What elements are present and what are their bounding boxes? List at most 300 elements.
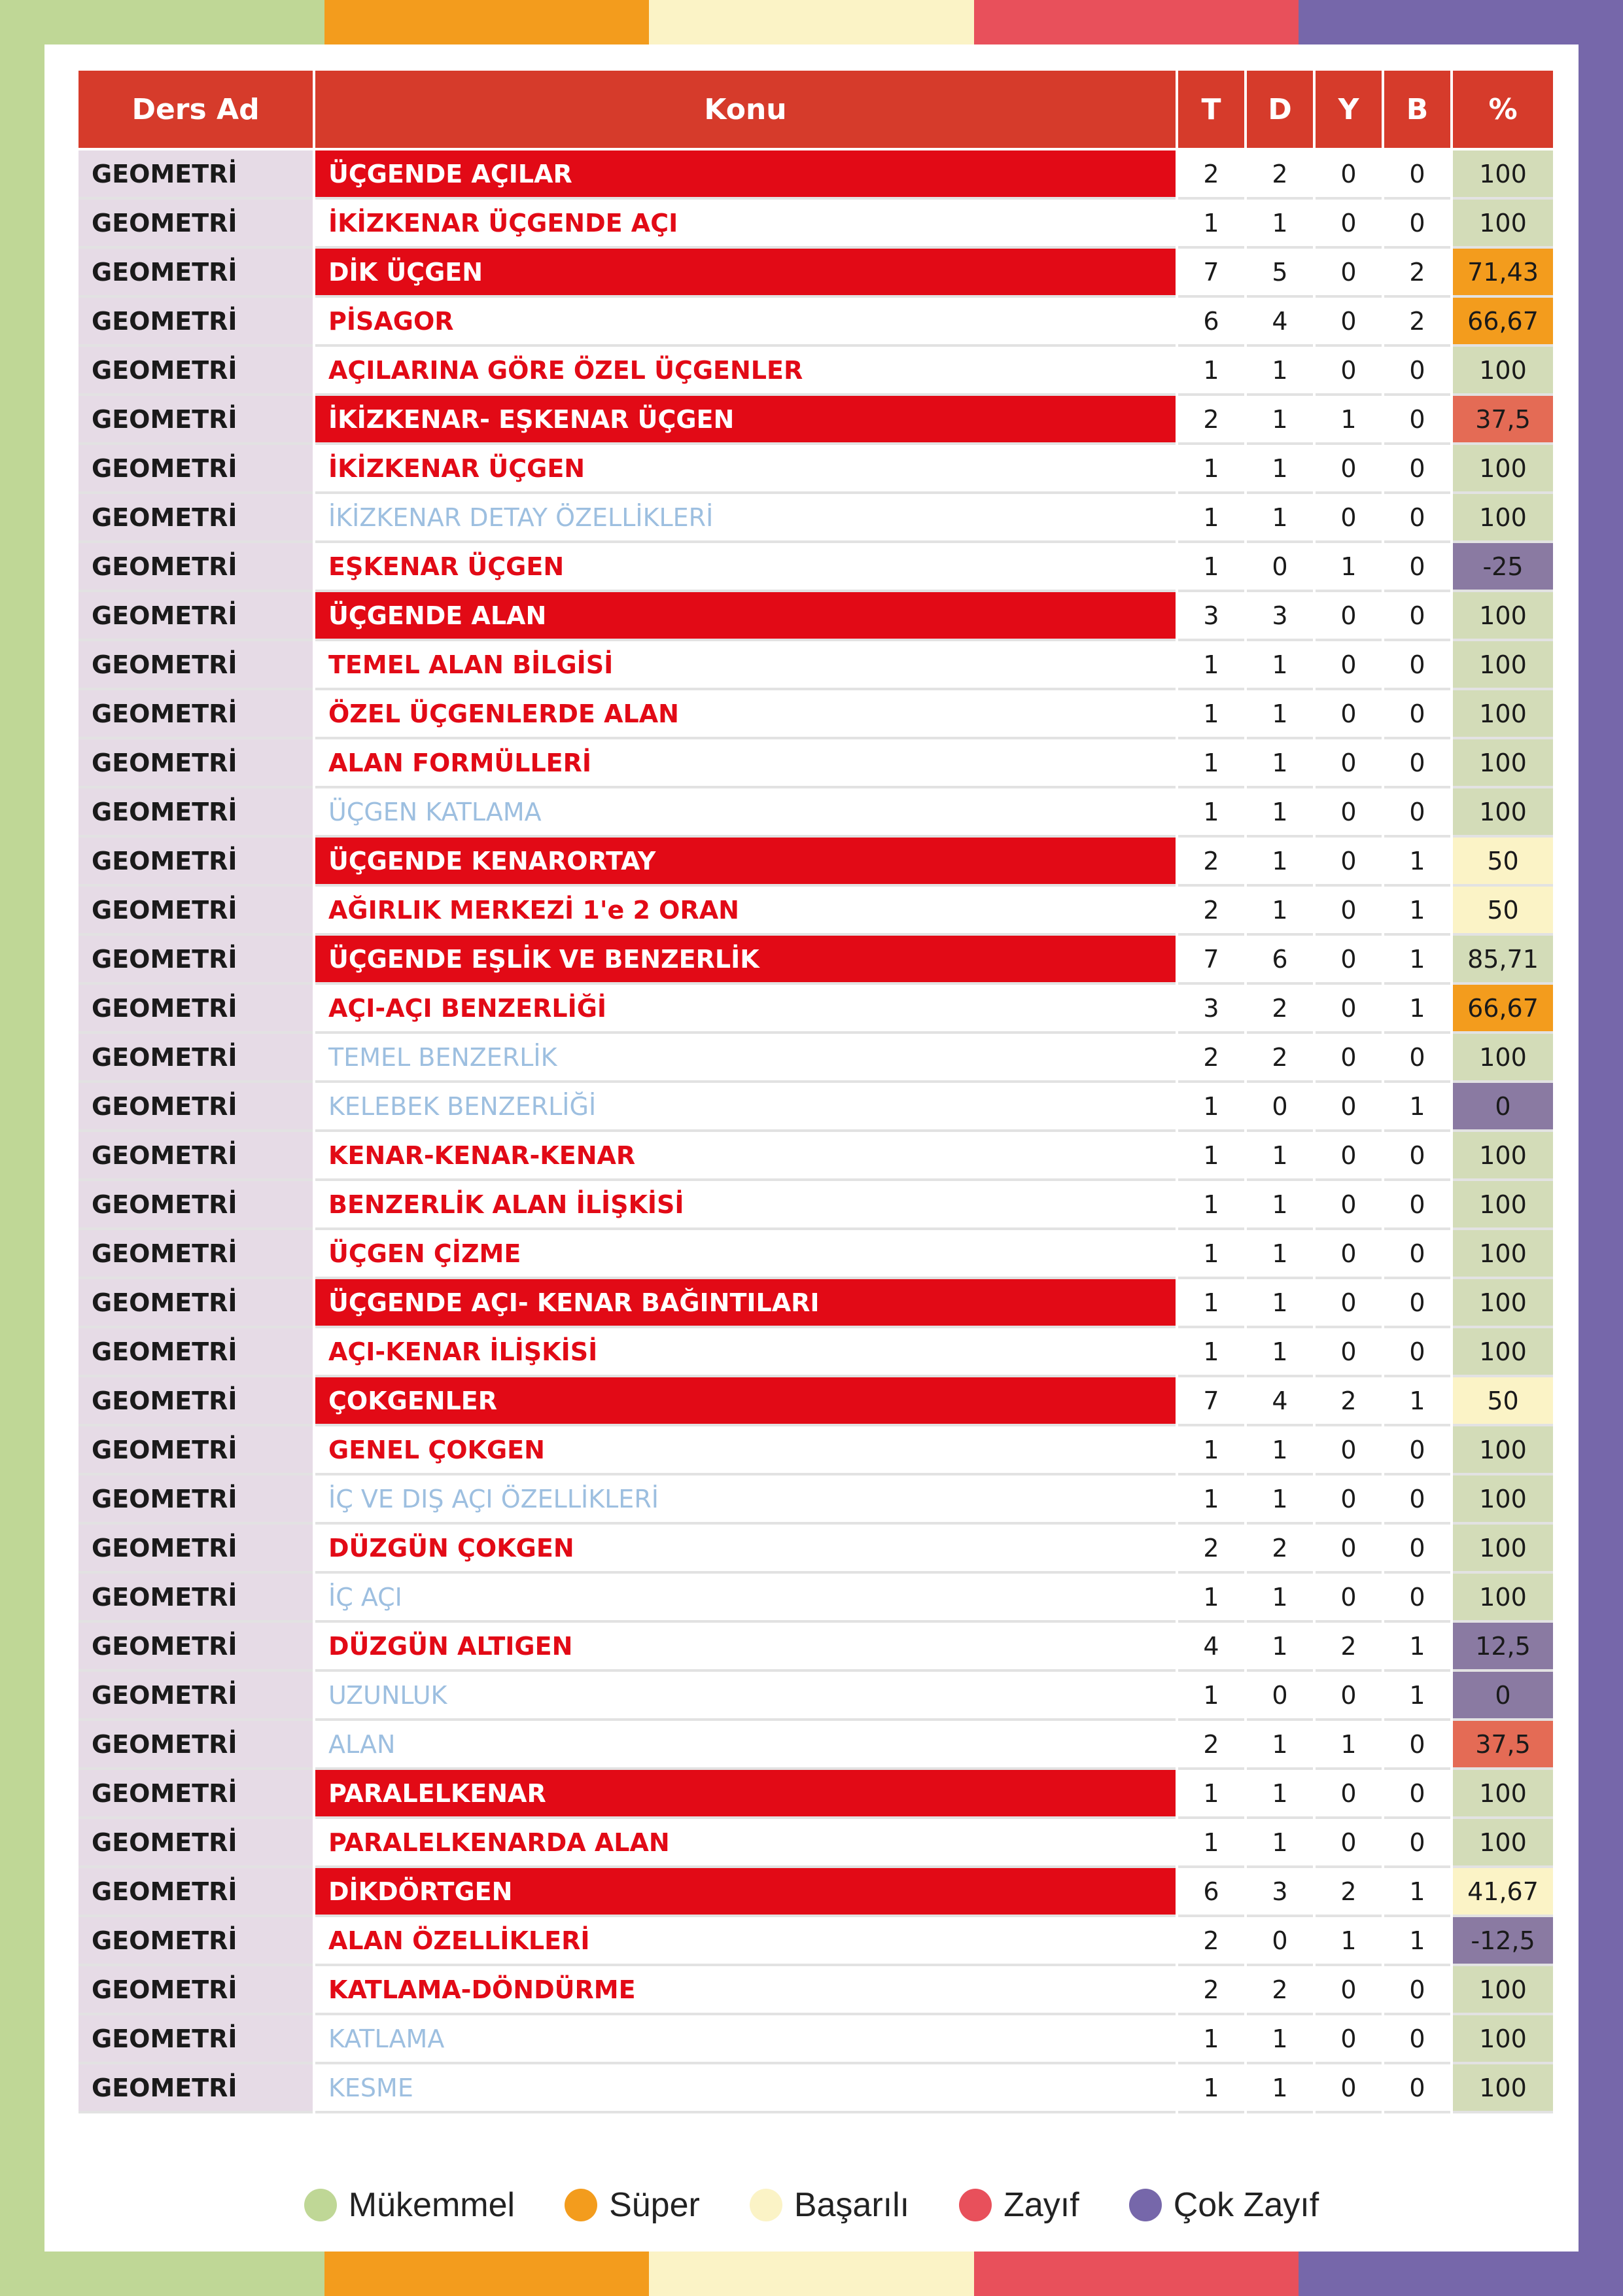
- cell-ders-ad: GEOMETRİ: [79, 347, 313, 396]
- table-row: [79, 249, 1553, 298]
- cell-percent: 100: [1453, 2015, 1553, 2064]
- cell-t: 2: [1178, 1966, 1244, 2015]
- cell-b: 1: [1384, 1917, 1450, 1966]
- cell-b: 1: [1384, 1377, 1450, 1426]
- cell-b: 1: [1384, 887, 1450, 936]
- legend-item: [959, 2185, 1079, 2225]
- cell-konu: KENAR-KENAR-KENAR: [315, 1132, 1176, 1181]
- cell-y: 0: [1316, 1181, 1382, 1230]
- cell-d: 1: [1247, 1623, 1313, 1672]
- cell-konu: AÇILARINA GÖRE ÖZEL ÜÇGENLER: [315, 347, 1176, 396]
- cell-ders-ad: GEOMETRİ: [79, 1377, 313, 1426]
- cell-y: 0: [1316, 298, 1382, 347]
- cell-b: 0: [1384, 1770, 1450, 1819]
- cell-ders-ad: GEOMETRİ: [79, 1917, 313, 1966]
- cell-t: 7: [1178, 1377, 1244, 1426]
- cell-d: 2: [1247, 150, 1313, 200]
- cell-y: 2: [1316, 1623, 1382, 1672]
- cell-d: 1: [1247, 396, 1313, 445]
- cell-ders-ad: GEOMETRİ: [79, 690, 313, 739]
- cell-ders-ad: GEOMETRİ: [79, 1475, 313, 1525]
- cell-ders-ad: GEOMETRİ: [79, 1132, 313, 1181]
- results-table: [76, 71, 1556, 2113]
- cell-konu: İKİZKENAR ÜÇGENDE AÇI: [315, 200, 1176, 249]
- cell-y: 0: [1316, 1230, 1382, 1279]
- cell-percent: -25: [1453, 543, 1553, 592]
- header-percent: %: [1453, 71, 1553, 150]
- cell-ders-ad: GEOMETRİ: [79, 396, 313, 445]
- cell-d: 2: [1247, 985, 1313, 1034]
- cell-d: 1: [1247, 641, 1313, 690]
- cell-konu: AÇI-KENAR İLİŞKİSİ: [315, 1328, 1176, 1377]
- header-konu: Konu: [315, 71, 1176, 150]
- cell-percent: 71,43: [1453, 249, 1553, 298]
- cell-b: 0: [1384, 641, 1450, 690]
- cell-ders-ad: GEOMETRİ: [79, 494, 313, 543]
- cell-b: 0: [1384, 1721, 1450, 1770]
- cell-t: 1: [1178, 1083, 1244, 1132]
- cell-ders-ad: GEOMETRİ: [79, 1181, 313, 1230]
- cell-ders-ad: GEOMETRİ: [79, 1328, 313, 1377]
- table-row: [79, 543, 1553, 592]
- cell-y: 0: [1316, 838, 1382, 887]
- legend-item: [565, 2185, 700, 2225]
- cell-y: 0: [1316, 1083, 1382, 1132]
- cell-t: 3: [1178, 592, 1244, 641]
- cell-percent: 100: [1453, 1475, 1553, 1525]
- cell-ders-ad: GEOMETRİ: [79, 2064, 313, 2113]
- cell-t: 1: [1178, 2015, 1244, 2064]
- legend-dot-icon: [750, 2189, 782, 2221]
- legend-dot-icon: [1129, 2189, 1162, 2221]
- legend-dot-icon: [304, 2189, 337, 2221]
- cell-percent: 100: [1453, 641, 1553, 690]
- cell-b: 0: [1384, 1230, 1450, 1279]
- cell-y: 0: [1316, 1966, 1382, 2015]
- cell-b: 0: [1384, 1328, 1450, 1377]
- cell-b: 1: [1384, 838, 1450, 887]
- cell-y: 0: [1316, 1034, 1382, 1083]
- cell-konu: ÜÇGEN KATLAMA: [315, 788, 1176, 838]
- band-segment-purple: [1299, 0, 1623, 44]
- cell-y: 0: [1316, 936, 1382, 985]
- cell-y: 0: [1316, 1819, 1382, 1868]
- cell-percent: 100: [1453, 1819, 1553, 1868]
- cell-b: 2: [1384, 249, 1450, 298]
- header-ders-ad: Ders Ad: [79, 71, 313, 150]
- cell-y: 2: [1316, 1377, 1382, 1426]
- cell-y: 0: [1316, 1279, 1382, 1328]
- cell-y: 0: [1316, 1426, 1382, 1475]
- cell-konu: İÇ VE DIŞ AÇI ÖZELLİKLERİ: [315, 1475, 1176, 1525]
- cell-percent: 100: [1453, 788, 1553, 838]
- cell-ders-ad: GEOMETRİ: [79, 1525, 313, 1574]
- cell-y: 0: [1316, 494, 1382, 543]
- cell-b: 0: [1384, 1966, 1450, 2015]
- cell-b: 1: [1384, 1672, 1450, 1721]
- cell-t: 4: [1178, 1623, 1244, 1672]
- cell-percent: 100: [1453, 1426, 1553, 1475]
- cell-t: 7: [1178, 936, 1244, 985]
- cell-t: 1: [1178, 1132, 1244, 1181]
- cell-percent: 100: [1453, 1132, 1553, 1181]
- cell-y: 0: [1316, 690, 1382, 739]
- cell-d: 0: [1247, 1083, 1313, 1132]
- legend-label: Başarılı: [794, 2186, 910, 2224]
- cell-percent: 50: [1453, 838, 1553, 887]
- cell-konu: GENEL ÇOKGEN: [315, 1426, 1176, 1475]
- cell-b: 0: [1384, 1525, 1450, 1574]
- table-row: [79, 1132, 1553, 1181]
- band-segment-green: [0, 2252, 324, 2296]
- table-row: [79, 1966, 1553, 2015]
- cell-percent: 100: [1453, 592, 1553, 641]
- cell-y: 0: [1316, 592, 1382, 641]
- cell-y: 0: [1316, 641, 1382, 690]
- cell-d: 1: [1247, 1770, 1313, 1819]
- cell-d: 1: [1247, 1426, 1313, 1475]
- cell-t: 1: [1178, 1426, 1244, 1475]
- table-row: [79, 592, 1553, 641]
- cell-t: 1: [1178, 1819, 1244, 1868]
- cell-t: 7: [1178, 249, 1244, 298]
- cell-konu: AÇI-AÇI BENZERLİĞİ: [315, 985, 1176, 1034]
- cell-ders-ad: GEOMETRİ: [79, 150, 313, 200]
- cell-ders-ad: GEOMETRİ: [79, 985, 313, 1034]
- cell-ders-ad: GEOMETRİ: [79, 641, 313, 690]
- cell-ders-ad: GEOMETRİ: [79, 838, 313, 887]
- header-d: D: [1247, 71, 1313, 150]
- table-row: [79, 739, 1553, 788]
- cell-b: 0: [1384, 445, 1450, 494]
- cell-y: 1: [1316, 396, 1382, 445]
- cell-ders-ad: GEOMETRİ: [79, 1623, 313, 1672]
- cell-konu: ÜÇGENDE KENARORTAY: [315, 838, 1176, 887]
- table-row: [79, 150, 1553, 200]
- cell-konu: ÖZEL ÜÇGENLERDE ALAN: [315, 690, 1176, 739]
- cell-d: 1: [1247, 1574, 1313, 1623]
- cell-ders-ad: GEOMETRİ: [79, 788, 313, 838]
- cell-ders-ad: GEOMETRİ: [79, 592, 313, 641]
- cell-percent: 100: [1453, 1279, 1553, 1328]
- cell-b: 0: [1384, 1426, 1450, 1475]
- cell-b: 0: [1384, 347, 1450, 396]
- cell-b: 1: [1384, 985, 1450, 1034]
- cell-ders-ad: GEOMETRİ: [79, 1034, 313, 1083]
- legend-label: Çok Zayıf: [1173, 2186, 1319, 2224]
- cell-konu: İKİZKENAR- EŞKENAR ÜÇGEN: [315, 396, 1176, 445]
- cell-d: 1: [1247, 1230, 1313, 1279]
- table-row: [79, 1328, 1553, 1377]
- cell-t: 1: [1178, 1475, 1244, 1525]
- cell-konu: TEMEL BENZERLİK: [315, 1034, 1176, 1083]
- cell-ders-ad: GEOMETRİ: [79, 1868, 313, 1917]
- cell-d: 5: [1247, 249, 1313, 298]
- legend-item: [1129, 2185, 1319, 2225]
- top-color-band: [0, 0, 1623, 44]
- cell-t: 1: [1178, 494, 1244, 543]
- legend-item: [304, 2185, 515, 2225]
- cell-konu: ALAN FORMÜLLERİ: [315, 739, 1176, 788]
- cell-d: 1: [1247, 2064, 1313, 2113]
- cell-percent: 100: [1453, 1181, 1553, 1230]
- cell-percent: 100: [1453, 1574, 1553, 1623]
- cell-b: 1: [1384, 1868, 1450, 1917]
- cell-d: 2: [1247, 1966, 1313, 2015]
- cell-percent: 50: [1453, 887, 1553, 936]
- cell-ders-ad: GEOMETRİ: [79, 936, 313, 985]
- cell-d: 1: [1247, 739, 1313, 788]
- cell-percent: 100: [1453, 1525, 1553, 1574]
- cell-konu: DİK ÜÇGEN: [315, 249, 1176, 298]
- legend: [0, 2185, 1623, 2225]
- cell-ders-ad: GEOMETRİ: [79, 1426, 313, 1475]
- cell-konu: BENZERLİK ALAN İLİŞKİSİ: [315, 1181, 1176, 1230]
- cell-ders-ad: GEOMETRİ: [79, 200, 313, 249]
- right-color-band: [1579, 0, 1623, 2296]
- left-color-band: [0, 0, 44, 2296]
- cell-konu: PARALELKENARDA ALAN: [315, 1819, 1176, 1868]
- cell-t: 1: [1178, 1230, 1244, 1279]
- cell-d: 3: [1247, 1868, 1313, 1917]
- table-row: [79, 985, 1553, 1034]
- cell-d: 1: [1247, 1132, 1313, 1181]
- cell-b: 0: [1384, 690, 1450, 739]
- cell-percent: -12,5: [1453, 1917, 1553, 1966]
- table-row: [79, 445, 1553, 494]
- cell-b: 0: [1384, 2064, 1450, 2113]
- table-row: [79, 200, 1553, 249]
- cell-ders-ad: GEOMETRİ: [79, 1966, 313, 2015]
- cell-t: 1: [1178, 347, 1244, 396]
- cell-y: 1: [1316, 1721, 1382, 1770]
- legend-label: Mükemmel: [348, 2186, 515, 2224]
- cell-y: 0: [1316, 788, 1382, 838]
- cell-t: 2: [1178, 1034, 1244, 1083]
- cell-t: 1: [1178, 1770, 1244, 1819]
- cell-konu: PİSAGOR: [315, 298, 1176, 347]
- cell-t: 1: [1178, 1279, 1244, 1328]
- header-t: T: [1178, 71, 1244, 150]
- table-row: [79, 347, 1553, 396]
- cell-konu: ALAN ÖZELLİKLERİ: [315, 1917, 1176, 1966]
- cell-ders-ad: GEOMETRİ: [79, 249, 313, 298]
- cell-y: 1: [1316, 543, 1382, 592]
- cell-percent: 41,67: [1453, 1868, 1553, 1917]
- cell-percent: 100: [1453, 690, 1553, 739]
- table-row: [79, 641, 1553, 690]
- cell-t: 2: [1178, 1721, 1244, 1770]
- cell-b: 1: [1384, 1083, 1450, 1132]
- cell-konu: AĞIRLIK MERKEZİ 1'e 2 ORAN: [315, 887, 1176, 936]
- cell-d: 1: [1247, 887, 1313, 936]
- cell-b: 2: [1384, 298, 1450, 347]
- cell-percent: 100: [1453, 1770, 1553, 1819]
- table-row: [79, 2064, 1553, 2113]
- cell-d: 1: [1247, 838, 1313, 887]
- cell-d: 2: [1247, 1525, 1313, 1574]
- table-header-row: [79, 71, 1553, 150]
- cell-y: 0: [1316, 2015, 1382, 2064]
- cell-b: 0: [1384, 739, 1450, 788]
- table-row: [79, 1181, 1553, 1230]
- cell-y: 0: [1316, 150, 1382, 200]
- cell-d: 1: [1247, 445, 1313, 494]
- cell-b: 0: [1384, 1181, 1450, 1230]
- cell-ders-ad: GEOMETRİ: [79, 1574, 313, 1623]
- cell-d: 1: [1247, 1721, 1313, 1770]
- cell-percent: 100: [1453, 1034, 1553, 1083]
- cell-b: 0: [1384, 1279, 1450, 1328]
- band-segment-red: [974, 2252, 1299, 2296]
- cell-d: 3: [1247, 592, 1313, 641]
- cell-b: 0: [1384, 200, 1450, 249]
- cell-percent: 100: [1453, 445, 1553, 494]
- cell-b: 0: [1384, 1819, 1450, 1868]
- cell-d: 4: [1247, 298, 1313, 347]
- cell-percent: 37,5: [1453, 1721, 1553, 1770]
- cell-konu: ALAN: [315, 1721, 1176, 1770]
- cell-percent: 100: [1453, 1230, 1553, 1279]
- table-row: [79, 494, 1553, 543]
- cell-b: 0: [1384, 592, 1450, 641]
- table-body: [79, 150, 1553, 2113]
- cell-konu: İKİZKENAR ÜÇGEN: [315, 445, 1176, 494]
- cell-b: 1: [1384, 1623, 1450, 1672]
- cell-percent: 0: [1453, 1672, 1553, 1721]
- cell-ders-ad: GEOMETRİ: [79, 445, 313, 494]
- cell-b: 0: [1384, 543, 1450, 592]
- cell-percent: 100: [1453, 494, 1553, 543]
- cell-y: 0: [1316, 985, 1382, 1034]
- cell-ders-ad: GEOMETRİ: [79, 739, 313, 788]
- cell-t: 1: [1178, 1672, 1244, 1721]
- cell-percent: 66,67: [1453, 985, 1553, 1034]
- band-segment-cream: [649, 0, 973, 44]
- table-row: [79, 1525, 1553, 1574]
- cell-b: 0: [1384, 1574, 1450, 1623]
- cell-y: 0: [1316, 1475, 1382, 1525]
- legend-item: [750, 2185, 909, 2225]
- cell-t: 2: [1178, 1525, 1244, 1574]
- cell-ders-ad: GEOMETRİ: [79, 543, 313, 592]
- cell-b: 0: [1384, 1034, 1450, 1083]
- cell-konu: ÇOKGENLER: [315, 1377, 1176, 1426]
- legend-label: Zayıf: [1003, 2186, 1079, 2224]
- cell-percent: 50: [1453, 1377, 1553, 1426]
- table-row: [79, 1083, 1553, 1132]
- cell-d: 6: [1247, 936, 1313, 985]
- cell-b: 0: [1384, 1132, 1450, 1181]
- cell-d: 1: [1247, 200, 1313, 249]
- cell-ders-ad: GEOMETRİ: [79, 1230, 313, 1279]
- cell-percent: 0: [1453, 1083, 1553, 1132]
- cell-y: 0: [1316, 739, 1382, 788]
- cell-konu: ÜÇGENDE AÇILAR: [315, 150, 1176, 200]
- cell-konu: İKİZKENAR DETAY ÖZELLİKLERİ: [315, 494, 1176, 543]
- cell-y: 0: [1316, 887, 1382, 936]
- cell-t: 1: [1178, 1181, 1244, 1230]
- cell-t: 2: [1178, 1917, 1244, 1966]
- table-row: [79, 1917, 1553, 1966]
- table-row: [79, 1377, 1553, 1426]
- cell-percent: 100: [1453, 200, 1553, 249]
- cell-y: 0: [1316, 347, 1382, 396]
- cell-b: 0: [1384, 2015, 1450, 2064]
- cell-t: 1: [1178, 690, 1244, 739]
- cell-t: 2: [1178, 150, 1244, 200]
- cell-percent: 12,5: [1453, 1623, 1553, 1672]
- table-row: [79, 690, 1553, 739]
- cell-y: 2: [1316, 1868, 1382, 1917]
- cell-konu: KATLAMA: [315, 2015, 1176, 2064]
- cell-y: 0: [1316, 200, 1382, 249]
- cell-d: 1: [1247, 1181, 1313, 1230]
- header-b: B: [1384, 71, 1450, 150]
- cell-t: 1: [1178, 641, 1244, 690]
- cell-percent: 100: [1453, 1966, 1553, 2015]
- cell-t: 3: [1178, 985, 1244, 1034]
- table-row: [79, 2015, 1553, 2064]
- cell-t: 6: [1178, 298, 1244, 347]
- cell-konu: ÜÇGEN ÇİZME: [315, 1230, 1176, 1279]
- cell-d: 1: [1247, 2015, 1313, 2064]
- bottom-color-band: [0, 2252, 1623, 2296]
- cell-konu: KESME: [315, 2064, 1176, 2113]
- cell-y: 0: [1316, 1132, 1382, 1181]
- cell-t: 1: [1178, 1328, 1244, 1377]
- cell-percent: 100: [1453, 347, 1553, 396]
- table-row: [79, 838, 1553, 887]
- cell-konu: KELEBEK BENZERLİĞİ: [315, 1083, 1176, 1132]
- cell-ders-ad: GEOMETRİ: [79, 887, 313, 936]
- cell-t: 1: [1178, 739, 1244, 788]
- cell-percent: 100: [1453, 150, 1553, 200]
- cell-t: 1: [1178, 543, 1244, 592]
- header-y: Y: [1316, 71, 1382, 150]
- cell-y: 0: [1316, 445, 1382, 494]
- cell-t: 2: [1178, 887, 1244, 936]
- cell-y: 0: [1316, 2064, 1382, 2113]
- cell-ders-ad: GEOMETRİ: [79, 2015, 313, 2064]
- cell-ders-ad: GEOMETRİ: [79, 1279, 313, 1328]
- cell-t: 1: [1178, 788, 1244, 838]
- cell-ders-ad: GEOMETRİ: [79, 1819, 313, 1868]
- cell-konu: DÜZGÜN ALTIGEN: [315, 1623, 1176, 1672]
- cell-d: 2: [1247, 1034, 1313, 1083]
- table-row: [79, 1868, 1553, 1917]
- cell-t: 1: [1178, 200, 1244, 249]
- table-row: [79, 788, 1553, 838]
- cell-d: 0: [1247, 1672, 1313, 1721]
- cell-t: 2: [1178, 396, 1244, 445]
- table-row: [79, 396, 1553, 445]
- cell-y: 0: [1316, 1525, 1382, 1574]
- cell-konu: DÜZGÜN ÇOKGEN: [315, 1525, 1176, 1574]
- cell-percent: 100: [1453, 1328, 1553, 1377]
- table-row: [79, 936, 1553, 985]
- cell-d: 1: [1247, 1819, 1313, 1868]
- cell-d: 1: [1247, 1475, 1313, 1525]
- band-segment-green: [0, 0, 324, 44]
- cell-t: 1: [1178, 1574, 1244, 1623]
- cell-konu: ÜÇGENDE ALAN: [315, 592, 1176, 641]
- legend-dot-icon: [565, 2189, 597, 2221]
- table-row: [79, 1770, 1553, 1819]
- cell-konu: ÜÇGENDE EŞLİK VE BENZERLİK: [315, 936, 1176, 985]
- cell-konu: DİKDÖRTGEN: [315, 1868, 1176, 1917]
- legend-label: Süper: [609, 2186, 700, 2224]
